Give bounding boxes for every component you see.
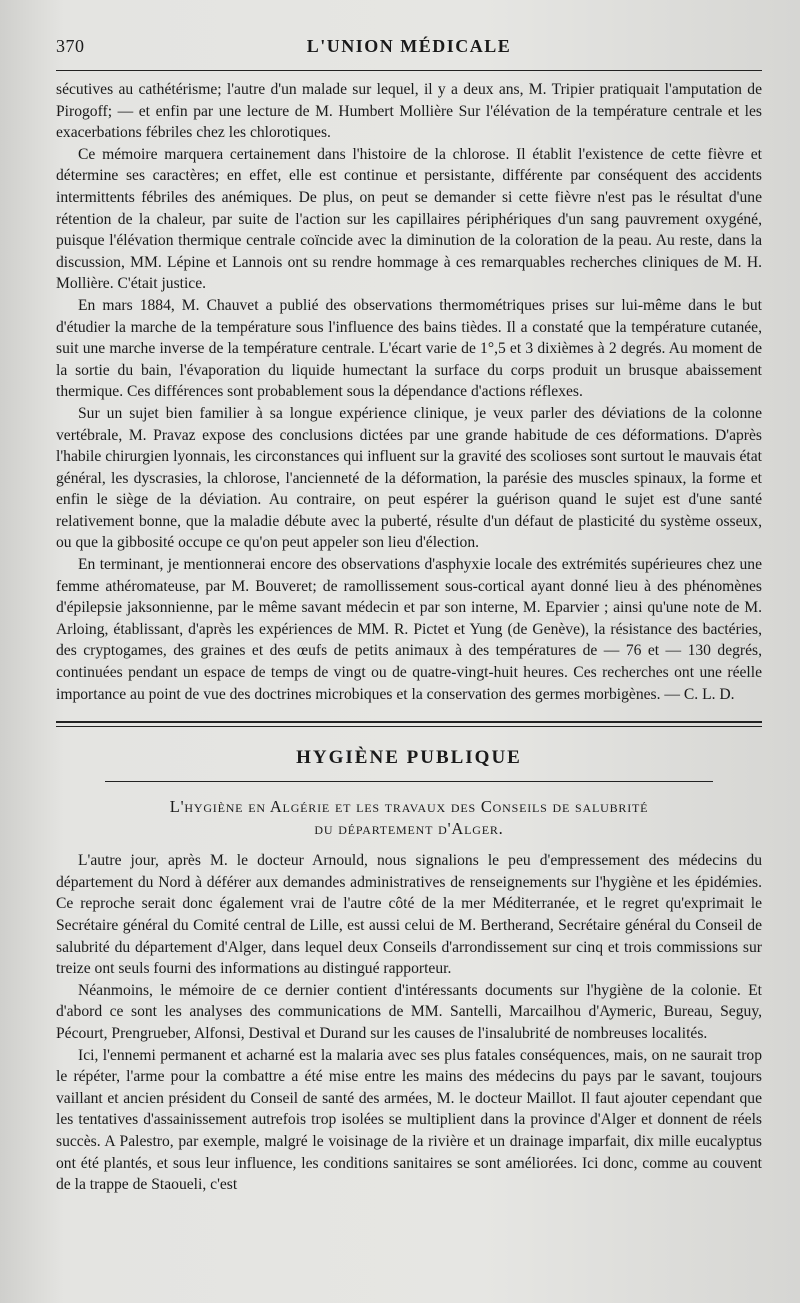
top-text-block: [56, 79, 762, 705]
section-heading: HYGIÈNE PUBLIQUE: [296, 747, 522, 769]
paragraph: L'autre jour, après M. le docteur Arnould, nous signalions le peu d'empressement des médecins du département du Nord à déférer aux demandes administratives de renseignements sur l'hygiène et les épidémies. Ce reproche serait donc également vrai de l'autre côté de la mer Méditerranée, et le regret qu'exprimait le Secrétaire général du Comité central de Lille, est aussi celui de M. Bertherand, Secrétaire général du Conseil de salubrité du département d'Alger, dans lequel deux Conseils d'arrondissement sur cinq et trois commissions sur treize ont seuls fourni des informations au distingué rapporteur.: [56, 852, 762, 978]
heading-rule: [105, 781, 712, 782]
header-rule: [56, 70, 762, 71]
bottom-text-block: [56, 850, 762, 1196]
article-title-line: L'hygiène en Algérie et les travaux des Conseils de salubrité: [169, 797, 649, 817]
paragraph: En mars 1884, M. Chauvet a publié des observations thermométriques prises sur lui-même dans le but d'étudier la marche de la température sous l'influence des bains tièdes. Il a constaté que la température cutanée, suit une marche inverse de la température centrale. L'écart varie de 1°,5 et 3 dixièmes à 2 degrés. Au moment de la sortie du bain, l'évaporation du liquide humectant la surface du corps produit un brusque abaissement thermique. Ces différences sont probablement sous la dépendance d'actions réflexes.: [56, 296, 762, 401]
page-header: [56, 36, 762, 66]
paragraph: En terminant, je mentionnerai encore des observations d'asphyxie locale des extrémités supérieures chez une femme athéromateuse, par M. Bouveret; de ramollissement sous-cortical ayant donné lieu à des phénomènes d'épilepsie jaksonnienne, par le même savant médecin et par son interne, M. Eparvier ; ainsi qu'une note de M. Arloing, établissant, d'après les expériences de MM. R. Pictet et Yung (de Genève), la résistance des bactéries, des cryptogames, des graines et des œufs de petits animaux à des températures de — 76 et — 130 degrés, continuées pendant un espace de temps de vingt ou de quatre-vingt-huit heures. Ces recherches ont une réelle importance au point de vue des doctrines microbiques et la conservation des germes morbigènes. — C. L. D.: [56, 556, 762, 703]
article-title: [56, 796, 762, 840]
article-title-line: du département d'Alger.: [314, 819, 504, 839]
paragraph: sécutives au cathétérisme; l'autre d'un malade sur lequel, il y a deux ans, M. Tripier pratiquait l'amputation de Pirogoff; — et enfin par une lecture de M. Humbert Mollière Sur l'élévation de la température centrale et les exacerbations fébriles chez les chlorotiques.: [56, 81, 762, 142]
paragraph: Ici, l'ennemi permanent et acharné est la malaria avec ses plus fatales conséquences, mais, on ne saurait trop le répéter, l'arme pour la combattre a été mise entre les mains des médecins du pays par le savant, toujours vaillant et ancien président du Conseil de santé des armées, M. le docteur Maillot. Il faut ajouter cependant que les tentatives d'assainissement autrefois trop isolées se multiplient dans la province d'Alger et donnent de réels succès. A Palestro, par exemple, malgré le voisinage de la rivière et un drainage imparfait, dix mille eucalyptus ont été plantés, et sous leur influence, les conditions sanitaires se sont améliorées. Ici donc, comme au couvent de la trappe de Staoueli, c'est: [56, 1046, 762, 1194]
paragraph: Ce mémoire marquera certainement dans l'histoire de la chlorose. Il établit l'existence de cette fièvre et détermine ses caractères; en effet, elle est continue et persistante, différente par conséquent des accidents intermittents fébriles des anémiques. De plus, on peut se demander si cette fièvre n'est pas le résultat d'une rétention de la chaleur, par suite de l'action sur les capillaires périphériques d'un sang pauvrement oxygéné, puisque l'élévation thermique centrale coïncide avec la diminution de la coloration de la peau. Au reste, dans la discussion, MM. Lépine et Lannois ont su rendre hommage à ces remarquables recherches cliniques de M. H. Mollière. C'était justice.: [56, 145, 762, 293]
page-number: 370: [56, 36, 85, 56]
paragraph: Néanmoins, le mémoire de ce dernier contient d'intéressants documents sur l'hygiène de la colonie. Et d'abord ce sont les analyses des communications de MM. Santelli, Marcailhou d'Aymeric, Bureau, Seguy, Pécourt, Prengrueber, Alfonsi, Destival et Durand sur les causes de l'insalubrité de nombreuses localités.: [56, 981, 762, 1042]
section-divider: [56, 721, 762, 727]
running-title: L'UNION MÉDICALE: [306, 36, 512, 56]
paragraph: Sur un sujet bien familier à sa longue expérience clinique, je veux parler des déviations de la colonne vertébrale, M. Pravaz expose des conclusions dictées par une grande habitude de ces déformations. D'après l'habile chirurgien lyonnais, les circonstances qui influent sur la gravité des scolioses sont surtout le mauvais état général, les dyscrasies, la chlorose, l'ancienneté de la déformation, la parésie des muscles spinaux, la forme et enfin le siège de la déviation. Au contraire, on peut espérer la guérison quand le sujet est d'une santé relativement bonne, que la maladie débute avec la puberté, résulte d'un défaut de plasticité du système osseux, ou que la gibbosité occupe ce qu'on peut appeler son lieu d'élection.: [56, 404, 762, 552]
